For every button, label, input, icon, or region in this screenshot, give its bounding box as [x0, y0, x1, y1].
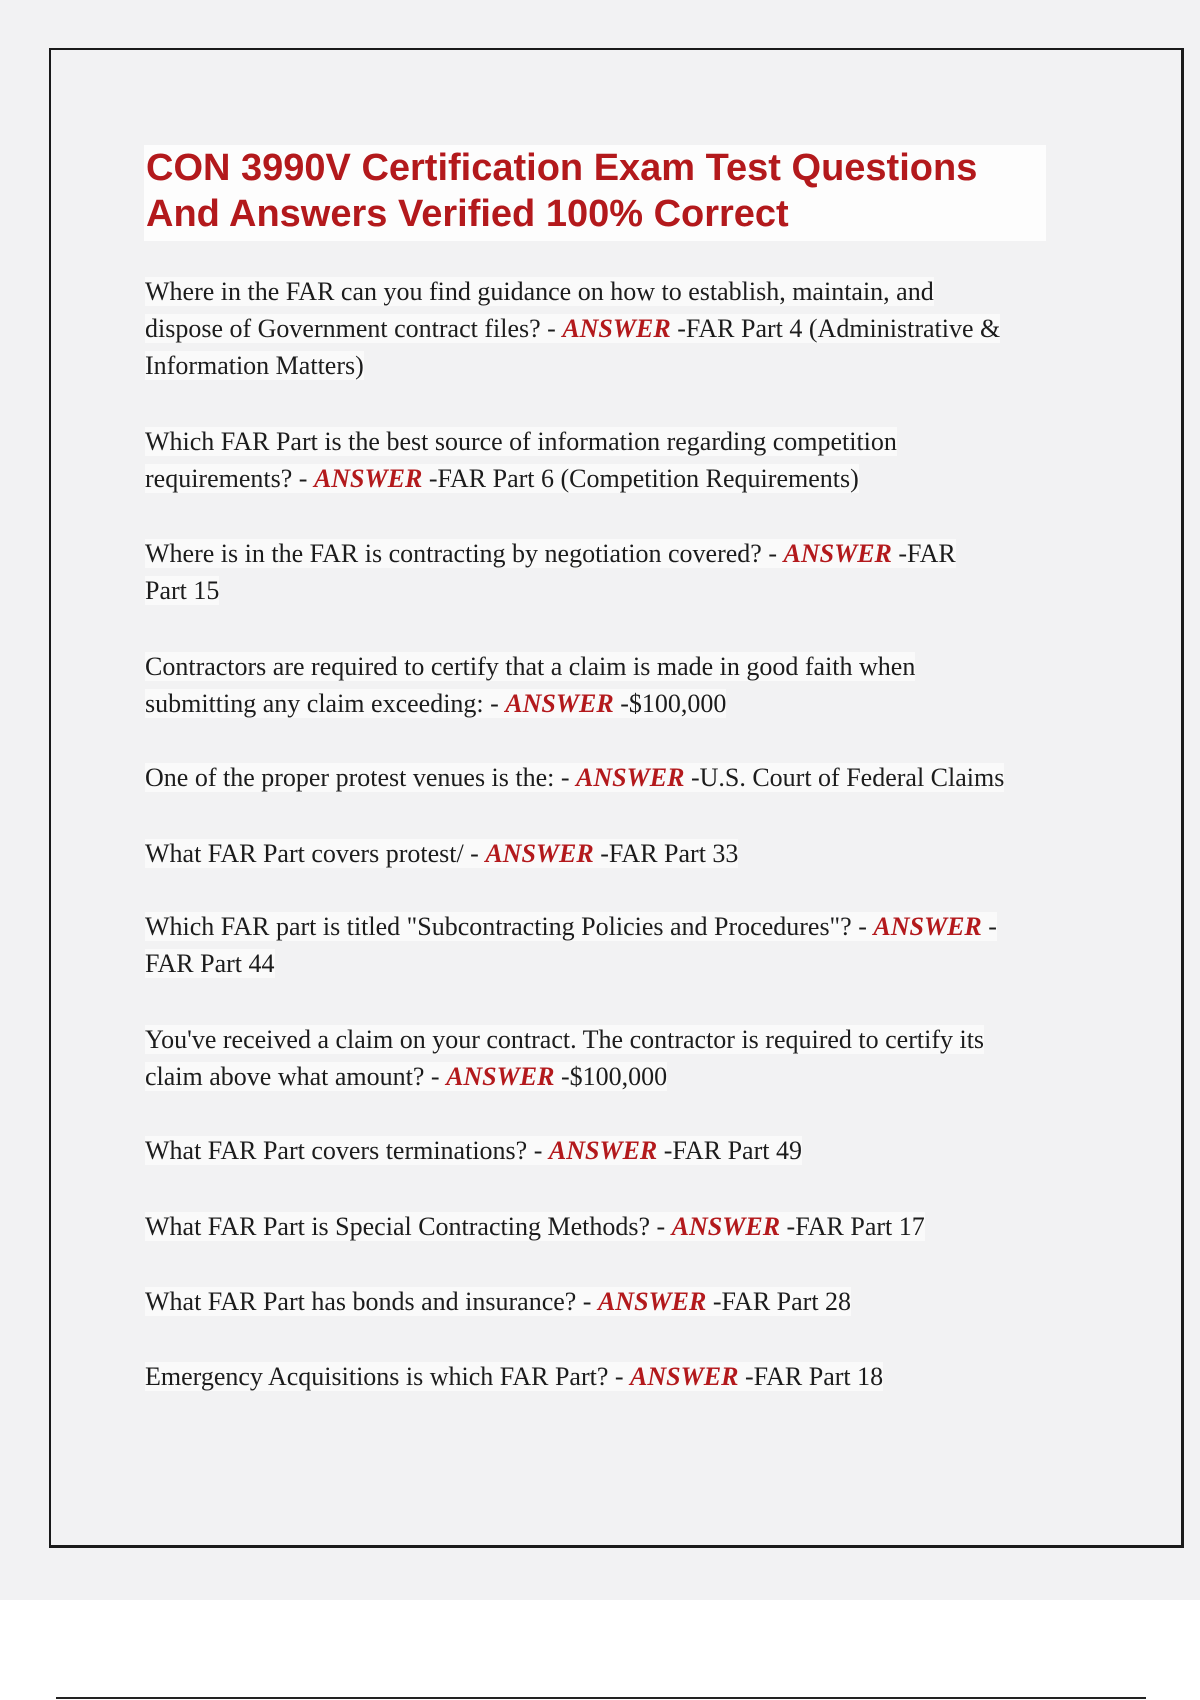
qa-line — [145, 572, 1095, 609]
qa-item — [145, 423, 1095, 497]
question-text: requirements? - — [145, 464, 314, 493]
answer-label: ANSWER — [446, 1062, 555, 1091]
qa-line — [145, 1021, 1095, 1058]
qa-line — [145, 1283, 1095, 1320]
qa-item — [145, 648, 1095, 722]
answer-text: -FAR Part 33 — [593, 839, 739, 868]
qa-item — [145, 835, 1095, 872]
qa-line — [145, 908, 1095, 945]
question-text: claim above what amount? - — [145, 1062, 447, 1091]
answer-text: -FAR Part 17 — [780, 1212, 925, 1241]
qa-line — [145, 535, 1095, 572]
answer-text: -$100,000 — [554, 1062, 668, 1091]
qa-item — [145, 1358, 1095, 1395]
qa-line — [145, 1132, 1095, 1169]
answer-text: -FAR Part 49 — [657, 1136, 802, 1165]
answer-label: ANSWER — [597, 1287, 707, 1316]
question-text: What FAR Part is Special Contracting Methods? - — [145, 1212, 672, 1241]
answer-text: -$100,000 — [613, 689, 727, 718]
question-text: What FAR Part covers protest/ - — [145, 839, 486, 868]
answer-label: ANSWER — [783, 539, 892, 568]
question-text: One of the proper protest venues is the: - — [145, 763, 577, 792]
answer-label: ANSWER — [630, 1362, 739, 1391]
title-line-1: CON 3990V Certification Exam Test Questions — [146, 147, 978, 189]
answer-text: -FAR Part 28 — [706, 1287, 852, 1316]
answer-label: ANSWER — [873, 912, 982, 941]
qa-item — [145, 1283, 1095, 1320]
qa-line — [145, 945, 1095, 982]
footer-rule — [56, 1697, 1146, 1699]
qa-item — [145, 273, 1095, 384]
qa-item — [145, 1132, 1095, 1169]
answer-text: -FAR Part 18 — [738, 1362, 884, 1391]
question-text: You've received a claim on your contract. The contractor is required to certify its — [145, 1025, 985, 1054]
qa-line — [145, 310, 1095, 347]
qa-line — [145, 1208, 1095, 1245]
answer-text: -FAR — [891, 539, 956, 568]
answer-label: ANSWER — [505, 689, 614, 718]
answer-label: ANSWER — [576, 763, 685, 792]
qa-line — [145, 1358, 1095, 1395]
qa-line — [145, 347, 1095, 384]
question-text: What FAR Part has bonds and insurance? - — [145, 1287, 598, 1316]
qa-item — [145, 759, 1095, 796]
question-text: Where in the FAR can you find guidance on how to establish, maintain, and — [145, 277, 934, 306]
answer-text: - — [981, 912, 997, 941]
qa-line — [145, 759, 1095, 796]
question-text: Which FAR part is titled "Subcontracting Policies and Procedures"? - — [145, 912, 874, 941]
answer-text: -FAR Part 4 (Administrative & — [670, 314, 1001, 343]
qa-line — [145, 1058, 1095, 1095]
question-text: Emergency Acquisitions is which FAR Part? - — [145, 1362, 631, 1391]
answer-label: ANSWER — [313, 464, 423, 493]
qa-item — [145, 1208, 1095, 1245]
question-text: dispose of Government contract files? - — [145, 314, 563, 343]
answer-text: Information Matters) — [145, 351, 364, 380]
qa-line — [145, 835, 1095, 872]
answer-label: ANSWER — [485, 839, 594, 868]
qa-item — [145, 535, 1095, 609]
answer-label: ANSWER — [671, 1212, 781, 1241]
qa-line — [145, 685, 1095, 722]
answer-text: FAR Part 44 — [145, 949, 275, 978]
question-text: Where is in the FAR is contracting by negotiation covered? - — [145, 539, 784, 568]
qa-line — [145, 648, 1095, 685]
qa-line — [145, 423, 1095, 460]
answer-text: -FAR Part 6 (Competition Requirements) — [422, 464, 859, 493]
qa-item — [145, 1021, 1095, 1095]
answer-label: ANSWER — [548, 1136, 658, 1165]
title-line-2: And Answers Verified 100% Correct — [146, 193, 789, 235]
question-text: What FAR Part covers terminations? - — [145, 1136, 549, 1165]
question-text: Which FAR Part is the best source of information regarding competition — [145, 427, 897, 456]
answer-text: -U.S. Court of Federal Claims — [684, 763, 1005, 792]
answer-text: Part 15 — [145, 576, 220, 605]
question-text: Contractors are required to certify that a claim is made in good faith when — [145, 652, 916, 681]
document-title — [144, 145, 1046, 241]
qa-item — [145, 908, 1095, 982]
answer-label: ANSWER — [562, 314, 671, 343]
question-text: submitting any claim exceeding: - — [145, 689, 506, 718]
qa-line — [145, 273, 1095, 310]
qa-line — [145, 460, 1095, 497]
